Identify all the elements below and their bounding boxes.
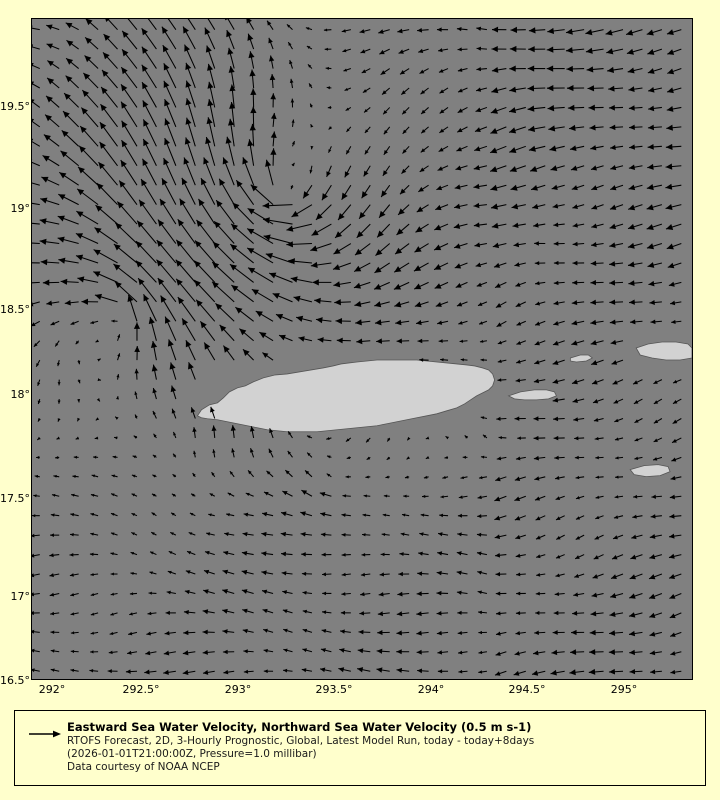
x-tick-label: 294.5°	[508, 683, 546, 696]
x-tick-label: 294°	[417, 683, 445, 696]
y-tick-label: 18.5°	[0, 303, 30, 316]
y-tick-label: 19°	[10, 202, 30, 215]
x-tick-label: 292°	[38, 683, 66, 696]
y-tick-label: 17°	[10, 590, 30, 603]
map-plot-area[interactable]	[31, 18, 693, 680]
legend-panel	[14, 710, 706, 786]
velocity-vector-layer	[32, 19, 692, 679]
y-tick-label: 18°	[10, 388, 30, 401]
legend-title: Eastward Sea Water Velocity, Northward Sea Water Velocity (0.5 m s-1)	[67, 720, 532, 734]
legend-line: RTOFS Forecast, 2D, 3-Hourly Prognostic, Global, Latest Model Run, today - today+8days	[67, 735, 535, 747]
x-tick-label: 295°	[610, 683, 638, 696]
legend-line: Data courtesy of NOAA NCEP	[67, 761, 220, 773]
x-tick-label: 293.5°	[315, 683, 353, 696]
legend-text-block	[67, 720, 699, 774]
legend-line: (2026-01-01T21:00:00Z, Pressure=1.0 millibar)	[67, 748, 317, 760]
reference-vector-arrow-icon	[29, 728, 61, 740]
y-tick-label: 19.5°	[0, 100, 30, 113]
y-tick-label: 16.5°	[0, 674, 30, 687]
x-tick-label: 293°	[224, 683, 252, 696]
x-tick-label: 292.5°	[122, 683, 160, 696]
y-tick-label: 17.5°	[0, 492, 30, 505]
